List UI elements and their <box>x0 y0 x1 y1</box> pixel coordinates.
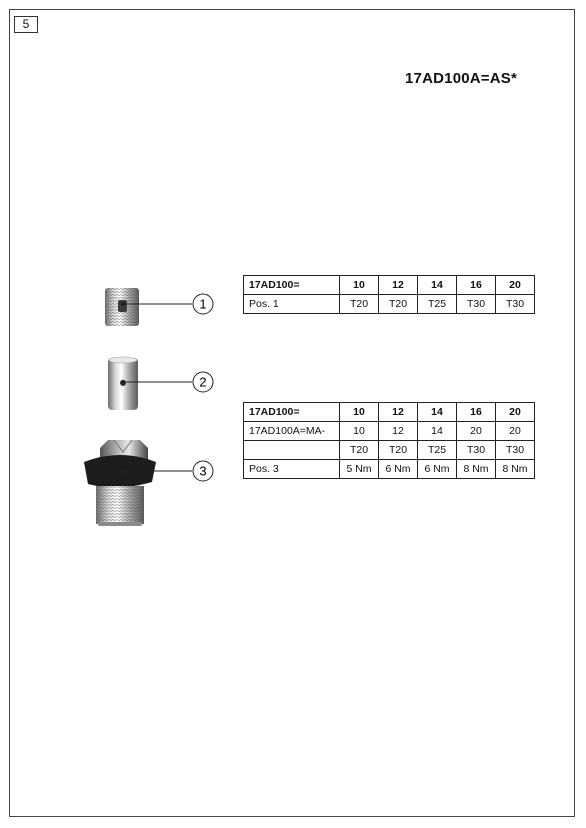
table-row <box>244 295 535 314</box>
callout-2-label: 2 <box>199 374 207 390</box>
table-cell: 14 <box>418 422 457 441</box>
table-header-cell: 14 <box>418 276 457 295</box>
table-header-cell: 10 <box>340 403 379 422</box>
table-cell: T20 <box>340 295 379 314</box>
table-cell: 8 Nm <box>496 460 535 479</box>
table-header-cell: 16 <box>457 276 496 295</box>
table-cell: 5 Nm <box>340 460 379 479</box>
table-cell <box>244 441 340 460</box>
table-row <box>244 460 535 479</box>
table-cell: T30 <box>496 295 535 314</box>
table-cell: T30 <box>457 295 496 314</box>
part-3-clamp-screw <box>84 440 156 526</box>
callout-3-label: 3 <box>199 463 207 479</box>
table-cell: 12 <box>379 422 418 441</box>
spec-table-pos3 <box>243 402 535 479</box>
spec-table-pos1 <box>243 275 535 314</box>
callout-1-label: 1 <box>199 296 207 312</box>
callout-3 <box>193 461 213 481</box>
table-cell: T20 <box>379 441 418 460</box>
table-header-cell: 20 <box>496 403 535 422</box>
table-cell: 10 <box>340 422 379 441</box>
table-cell: Pos. 1 <box>244 295 340 314</box>
callout-2 <box>193 372 213 392</box>
parts-illustration <box>70 270 250 540</box>
table-header-cell: 20 <box>496 276 535 295</box>
table-header-cell: 12 <box>379 276 418 295</box>
table-header-cell: 17AD100= <box>244 403 340 422</box>
part-1-grub-screw <box>105 288 139 326</box>
table-header-cell: 14 <box>418 403 457 422</box>
table-header-cell: 16 <box>457 403 496 422</box>
table-header-row <box>244 403 535 422</box>
table-cell: 20 <box>457 422 496 441</box>
table-cell: 6 Nm <box>379 460 418 479</box>
table-cell: 17AD100A=MA- <box>244 422 340 441</box>
table-cell: 6 Nm <box>418 460 457 479</box>
callout-1 <box>193 294 213 314</box>
table-cell: T20 <box>379 295 418 314</box>
table-header-row <box>244 276 535 295</box>
table-cell: T25 <box>418 441 457 460</box>
page-number: 5 <box>14 16 38 33</box>
table-row <box>244 441 535 460</box>
table-cell: 8 Nm <box>457 460 496 479</box>
table-cell: 20 <box>496 422 535 441</box>
table-cell: T20 <box>340 441 379 460</box>
table-header-cell: 10 <box>340 276 379 295</box>
table-cell: T30 <box>496 441 535 460</box>
table-header-cell: 17AD100= <box>244 276 340 295</box>
table-cell: T30 <box>457 441 496 460</box>
table-cell: Pos. 3 <box>244 460 340 479</box>
model-code: 17AD100A=AS* <box>405 70 518 87</box>
table-header-cell: 12 <box>379 403 418 422</box>
table-cell: T25 <box>418 295 457 314</box>
table-row <box>244 422 535 441</box>
